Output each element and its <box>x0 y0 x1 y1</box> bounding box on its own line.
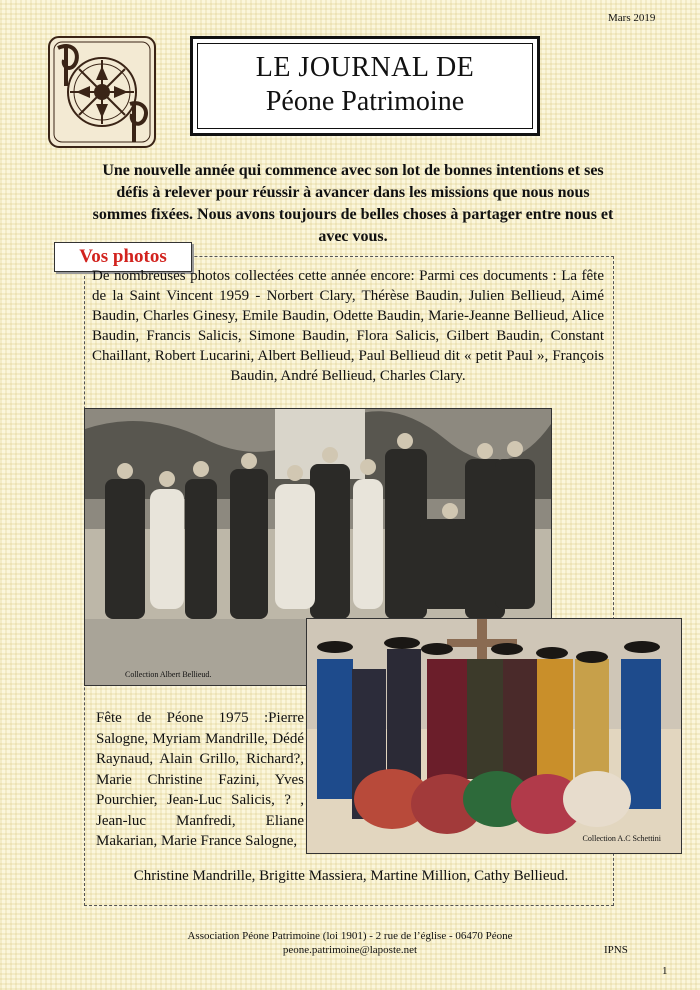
footer-email-link[interactable]: peone.patrimoine@laposte.net <box>282 944 418 956</box>
photo1-caption: Collection Albert Bellieud. <box>125 670 212 679</box>
fete-de-peone-paragraph: Fête de Péone 1975 :Pierre Salogne, Myriam Mandrille, Dédé Raynaud, Alain Grillo, Richard?, Marie Christine Fazini, Yves Pourchier, Jean-Luc Salicis, ? , Jean-luc Manfredi, Eliane Makarian, Marie France Salogne, <box>96 710 304 849</box>
footer-association-address: Association Péone Patrimoine (loi 1901) - 2 rue de l’église - 06470 Péone <box>187 930 513 942</box>
footer-ipns: IPNS <box>604 944 628 956</box>
page-number: 1 <box>662 965 668 977</box>
journal-title-line1: LE JOURNAL DE <box>255 52 475 83</box>
fete-de-peone-paragraph-end: Christine Mandrille, Brigitte Massiera, Martine Million, Cathy Bellieud. <box>133 868 569 884</box>
journal-title-box <box>190 36 540 136</box>
intro-paragraph: Une nouvelle année qui commence avec son lot de bonnes intentions et ses défis à relever pour réussir à avancer dans les missions que nous nous sommes fixées. Nous avons toujours de belles choses à partager entre nous et avec vous. <box>92 162 614 245</box>
saint-vincent-paragraph: De nombreuses photos collectées cette année encore: Parmi ces documents : La fête de la Saint Vincent 1959 - Norbert Clary, Thérèse Baudin, Julien Bellieud, Aimé Baudin, Charles Ginesy, Emile Baudin, Odette Baudin, Marie-Jeanne Bellieud, Alice Baudin, Francis Salicis, Simone Baudin, Flora Salicis, Gilbert Baudin, Constant Chaillant, Robert Lucarini, Albert Bellieud, Paul Bellieud dit « petit Paul », François Baudin, André Bellieud, Charles Clary. <box>92 268 604 384</box>
journal-title-line2: Péone Patrimoine <box>265 86 465 117</box>
photo-fete-de-peone-1975 <box>306 618 682 854</box>
costume-group-photo-image <box>307 619 681 853</box>
photo2-caption: Collection A.C Schettini <box>582 834 661 843</box>
issue-date: Mars 2019 <box>608 12 656 24</box>
section-label-vos-photos: Vos photos <box>54 242 192 272</box>
peone-patrimoine-logo <box>46 34 158 150</box>
